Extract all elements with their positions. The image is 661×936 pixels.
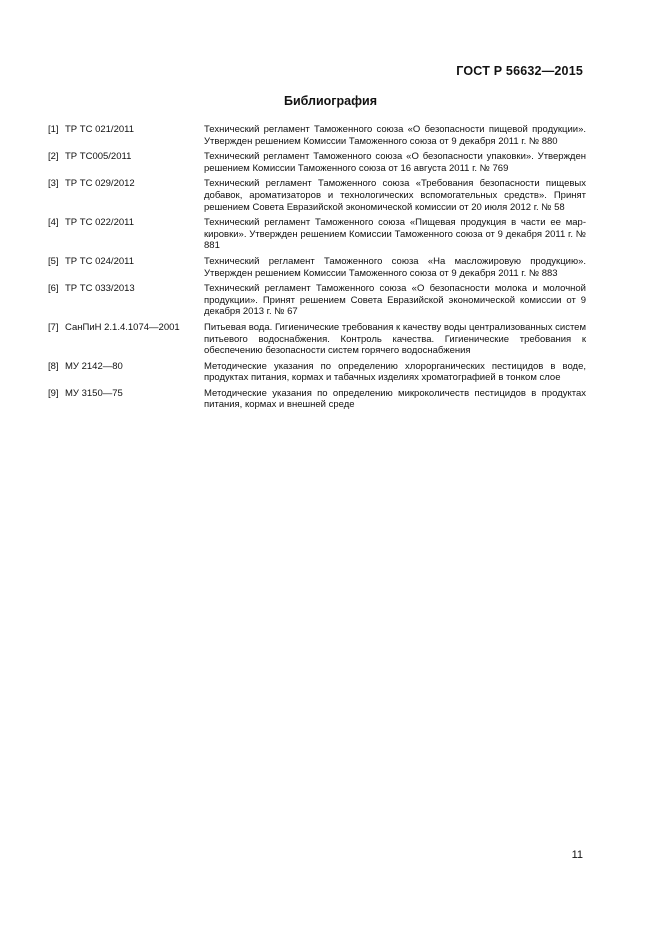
bibliography-reference: [48, 322, 204, 357]
bibliography-number: [7]: [48, 321, 59, 333]
bibliography-description: Методические указания по определению микроколичеств пестицидов в продуктах питания, кормах и внешней среде: [204, 387, 586, 411]
bibliography-entry: [48, 256, 586, 279]
bibliography-entry: [48, 217, 586, 252]
bibliography-number: [5]: [48, 255, 59, 267]
bibliography-list: [48, 124, 586, 415]
bibliography-entry: [48, 322, 586, 357]
bibliography-code: СанПиН 2.1.4.1074—2001: [65, 321, 180, 333]
bibliography-description: Технический регламент Таможенного союза «Пищевая продукция в части ее маркировки». Утвержден решением Комиссии Таможенного союза от 9 декабря 2011 г. № 881: [204, 217, 586, 252]
bibliography-description: Технический регламент Таможенного союза «О безопасности молока и молочной продукции». Принят решением Совета Евразийской экономической комиссии от 9 декабря 2013 г. № 67: [204, 283, 586, 318]
bibliography-code: ТР ТС 024/2011: [65, 255, 135, 267]
bibliography-code: ТР ТС005/2011: [65, 151, 132, 163]
bibliography-number: [2]: [48, 151, 59, 163]
bibliography-number: [4]: [48, 217, 59, 229]
bibliography-number: [8]: [48, 360, 59, 372]
bibliography-reference: [48, 256, 204, 279]
bibliography-code: ТР ТС 029/2012: [65, 178, 135, 190]
bibliography-reference: [48, 283, 204, 318]
bibliography-entry: [48, 124, 586, 147]
bibliography-code: МУ 3150—75: [65, 387, 123, 399]
bibliography-description: Технический регламент Таможенного союза «Требования безопасности пищевых добавок, ароматизаторов и технологических вспомогательных средств». Принят решением Совета Евразийской экономической комиссии от 20 июля 2012 г. № 58: [204, 178, 586, 213]
bibliography-entry: [48, 388, 586, 411]
page-number: 11: [571, 849, 583, 861]
bibliography-entry: [48, 178, 586, 213]
bibliography-code: ТР ТС 033/2013: [65, 283, 135, 295]
bibliography-reference: [48, 361, 204, 384]
bibliography-number: [3]: [48, 178, 59, 190]
bibliography-entry: [48, 283, 586, 318]
bibliography-code: ТР ТС 022/2011: [65, 217, 135, 229]
standard-code-header: ГОСТ Р 56632—2015: [456, 64, 583, 78]
bibliography-number: [9]: [48, 387, 59, 399]
bibliography-description: Технический регламент Таможенного союза «О безопасности упаковки». Утвержден решением Комиссии Таможенного союза от 16 августа 2011 г. № 769: [204, 151, 586, 174]
bibliography-number: [1]: [48, 124, 59, 135]
bibliography-description: Питьевая вода. Гигиенические требования к качеству воды централизованных систем питьевого водоснабжения. Контроль качества. Гигиенические требования к обеспечению безопасности систем горячего водоснабжения: [204, 321, 586, 357]
bibliography-code: МУ 2142—80: [65, 360, 123, 372]
bibliography-code: ТР ТС 021/2011: [65, 124, 135, 135]
bibliography-reference: [48, 124, 204, 147]
bibliography-entry: [48, 151, 586, 174]
bibliography-description: Методические указания по определению хлорорганических пестицидов в воде, продуктах питания, кормах и табачных изделиях хроматографией в тонком слое: [204, 360, 586, 384]
bibliography-entry: [48, 361, 586, 384]
bibliography-reference: [48, 217, 204, 252]
bibliography-description: Технический регламент Таможенного союза «На масложировую продукцию». Утвержден решением Комиссии Таможенного союза от 9 декабря 2011 г. № 883: [204, 255, 586, 279]
bibliography-number: [6]: [48, 283, 59, 295]
section-title: Библиография: [283, 94, 378, 108]
bibliography-reference: [48, 178, 204, 213]
bibliography-reference: [48, 151, 204, 174]
bibliography-description: Технический регламент Таможенного союза «О безопасности пищевой продукции». Утвержден решением Комиссии Таможенного союза от 9 декабря 2011 г. № 880: [204, 124, 586, 147]
bibliography-reference: [48, 388, 204, 411]
